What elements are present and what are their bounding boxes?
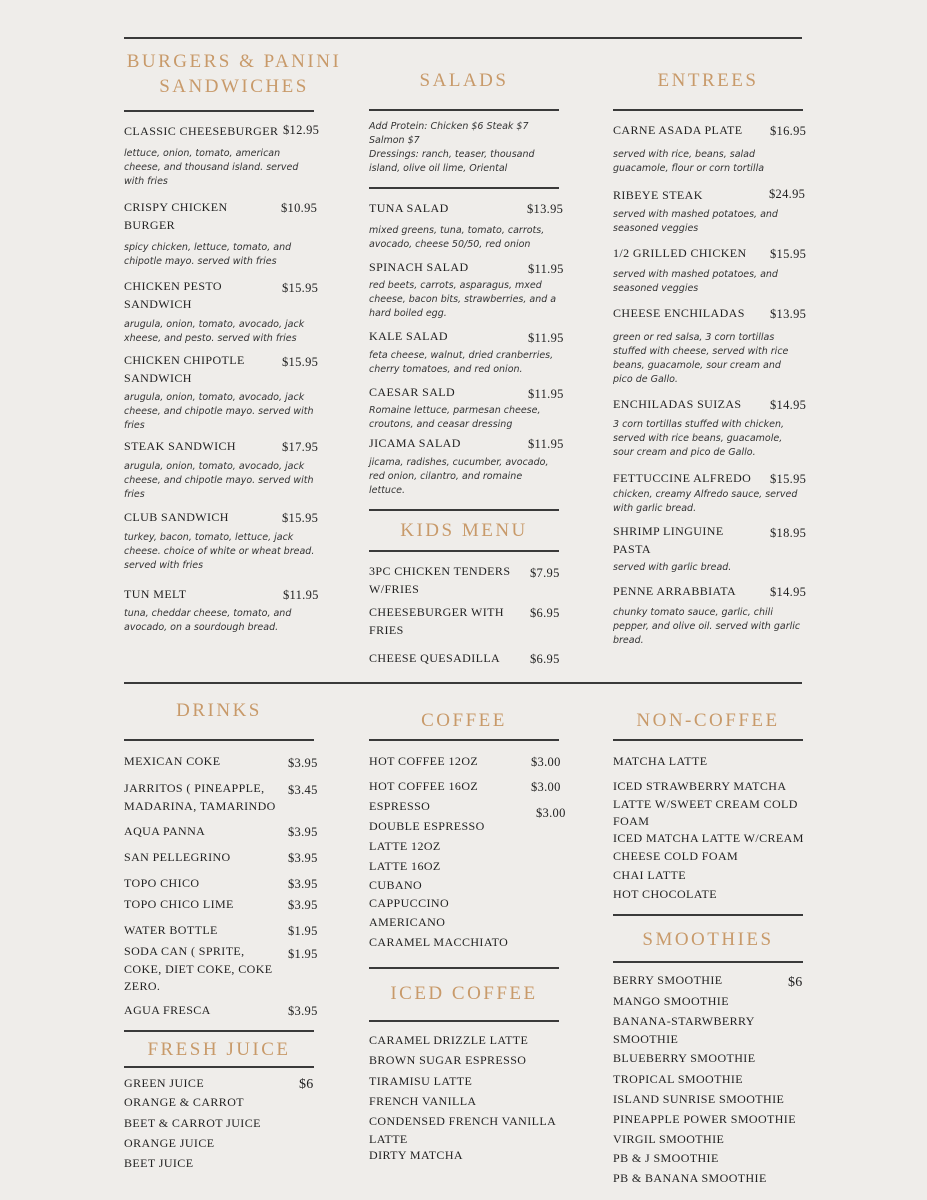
entree-item-desc: 3 corn tortillas stuffed with chicken, served with rice beans, guacamole, sour cream and pico de Gallo. [613, 419, 785, 458]
drink-item-price: $3.95 [288, 898, 318, 912]
drink-item-name: JARRITOS ( PINEAPPLE, MADARINA, TAMARINDO [124, 781, 276, 813]
iced-item: DIRTY MATCHA [369, 1148, 463, 1162]
drink-item-price: $1.95 [288, 924, 318, 938]
kids-rule [369, 550, 559, 552]
iced-title: ICED COFFEE [390, 983, 538, 1004]
juice-title: FRESH JUICE [147, 1039, 291, 1060]
drink-item-price: $3.95 [288, 825, 318, 839]
kids-item-price: $6.95 [530, 652, 560, 666]
burger-item-desc: spicy chicken, lettuce, tomato, and chipotle mayo. served with fries [124, 242, 292, 267]
burger-item-name: CLUB SANDWICH [124, 510, 229, 524]
burger-item-name: CRISPY CHICKEN BURGER [124, 200, 228, 232]
burger-item-desc: arugula, onion, tomato, avocado, jack cheese, and chipotle mayo. served with fries [124, 392, 314, 431]
burger-item-price: $17.95 [282, 440, 319, 454]
kids-item-price: $6.95 [530, 606, 560, 620]
burger-item-price: $11.95 [283, 588, 319, 602]
entree-item-name: FETTUCCINE ALFREDO [613, 471, 752, 485]
salad-item-name: JICAMA SALAD [369, 436, 461, 450]
drinks-rule [124, 739, 314, 741]
noncoffee-item: ICED STRAWBERRY MATCHA LATTE W/SWEET CREAM COLD FOAM [613, 779, 798, 828]
coffee-item-price: $3.00 [531, 780, 561, 794]
salad-item-name: TUNA SALAD [369, 201, 449, 215]
drink-item-name: AGUA FRESCA [124, 1003, 211, 1017]
burger-item-name: CHICKEN PESTO SANDWICH [124, 279, 222, 311]
kids-item-price: $7.95 [530, 566, 560, 580]
kids-item-name: CHEESEBURGER WITH FRIES [369, 605, 504, 637]
juice-price: $6 [299, 1077, 314, 1092]
entree-item-price: $24.95 [769, 187, 806, 201]
burger-item-desc: lettuce, onion, tomato, american cheese, and thousand island. served with fries [124, 148, 299, 187]
drink-item-price: $3.45 [288, 783, 318, 797]
burger-item-name: CHICKEN CHIPOTLE SANDWICH [124, 353, 245, 385]
salad-item-price: $11.95 [528, 331, 564, 345]
entree-item-desc: served with mashed potatoes, and seasoned veggies [613, 269, 778, 294]
coffee-item-name: HOT COFFEE 12OZ [369, 754, 479, 768]
noncoffee-item: MATCHA LATTE [613, 754, 708, 768]
salad-item-name: KALE SALAD [369, 329, 448, 343]
entree-item-price: $16.95 [770, 124, 807, 138]
juice-item: GREEN JUICE [124, 1076, 205, 1090]
smoothie-item: PB & BANANA SMOOTHIE [613, 1171, 767, 1185]
burgers-rule [124, 110, 314, 112]
burger-item-price: $15.95 [282, 281, 319, 295]
smoothie-item: PINEAPPLE POWER SMOOTHIE [613, 1112, 796, 1126]
entree-item-name: 1/2 GRILLED CHICKEN [613, 246, 747, 260]
juice-item: BEET JUICE [124, 1156, 194, 1170]
burger-item-desc: arugula, onion, tomato, avocado, jack xheese, and pesto. served with fries [124, 319, 305, 344]
drink-item-price: $3.95 [288, 1004, 318, 1018]
top-divider [124, 37, 802, 39]
entree-item-desc: chunky tomato sauce, garlic, chili pepper, and olive oil. served with garlic bread. [613, 607, 801, 646]
drink-item-name: TOPO CHICO [124, 876, 200, 890]
coffee-item-name: LATTE 16OZ [369, 859, 441, 873]
salads-title: SALADS [419, 70, 509, 91]
salad-item-price: $11.95 [528, 437, 564, 451]
entree-item-desc: served with garlic bread. [613, 562, 732, 573]
juice-item: ORANGE & CARROT [124, 1095, 245, 1109]
burger-item-desc: tuna, cheddar cheese, tomato, and avocado, on a sourdough bread. [124, 608, 292, 633]
iced-rule [369, 1020, 559, 1022]
burger-item-desc: arugula, onion, tomato, avocado, jack cheese, and chipotle mayo. served with fries [124, 461, 314, 500]
smoothies-rule [613, 961, 803, 963]
noncoffee-item: HOT CHOCOLATE [613, 887, 717, 901]
drink-item-price: $3.95 [288, 851, 318, 865]
smoothies-top-rule [613, 914, 803, 916]
middle-divider [124, 682, 802, 684]
salad-item-price: $11.95 [528, 262, 564, 276]
drinks-title: DRINKS [176, 700, 262, 721]
iced-item: BROWN SUGAR ESPRESSO [369, 1053, 527, 1067]
smoothie-item: BLUEBERRY SMOOTHIE [613, 1051, 756, 1065]
salad-item-name: CAESAR SALD [369, 385, 456, 399]
smoothie-item: BANANA-STARWBERRY SMOOTHIE [613, 1014, 755, 1046]
burger-item-desc: turkey, bacon, tomato, lettuce, jack cheese. choice of white or wheat bread. served with fries [124, 532, 315, 571]
salad-item-desc: red beets, carrots, asparagus, mxed cheese, bacon bits, strawberries, and a hard boiled egg. [369, 280, 557, 319]
iced-item: CARAMEL DRIZZLE LATTE [369, 1033, 529, 1047]
coffee-title: COFFEE [421, 710, 507, 731]
drink-item-name: TOPO CHICO LIME [124, 897, 234, 911]
kids-title: KIDS MENU [400, 520, 528, 541]
noncoffee-title: NON-COFFEE [636, 710, 780, 731]
salad-item-name: SPINACH SALAD [369, 260, 469, 274]
drink-item-name: MEXICAN COKE [124, 754, 221, 768]
entree-item-name: CHEESE ENCHILADAS [613, 306, 745, 320]
entree-item-name: ENCHILADAS SUIZAS [613, 397, 742, 411]
juice-rule [124, 1066, 314, 1068]
salad-item-price: $13.95 [527, 202, 564, 216]
coffee-item-name: AMERICANO [369, 915, 446, 929]
smoothies-title: SMOOTHIES [642, 929, 774, 950]
juice-item: BEET & CARROT JUICE [124, 1116, 261, 1130]
salad-item-desc: mixed greens, tuna, tomato, carrots, avocado, cheese 50/50, red onion [369, 225, 545, 250]
coffee-item-name: ESPRESSO [369, 799, 431, 813]
drink-item-price: $3.95 [288, 756, 318, 770]
kids-top-rule [369, 509, 559, 511]
iced-item: CONDENSED FRENCH VANILLA LATTE [369, 1114, 556, 1146]
smoothie-item: PB & J SMOOTHIE [613, 1151, 719, 1165]
iced-top-rule [369, 967, 559, 969]
juice-top-rule [124, 1030, 314, 1032]
smoothie-item: BERRY SMOOTHIE [613, 973, 723, 987]
entree-item-desc: chicken, creamy Alfredo sauce, served with garlic bread. [613, 489, 798, 514]
entree-item-desc: green or red salsa, 3 corn tortillas stuffed with cheese, served with rice beans, guacamole, sour cream and pico de Gallo. [613, 332, 789, 385]
entree-item-name: PENNE ARRABBIATA [613, 584, 737, 598]
burger-item-price: $15.95 [282, 355, 319, 369]
entree-item-price: $18.95 [770, 526, 807, 540]
entree-item-price: $15.95 [770, 472, 807, 486]
entree-item-price: $14.95 [770, 398, 807, 412]
burger-item-name: CLASSIC CHEESEBURGER [124, 124, 279, 138]
smoothie-item: ISLAND SUNRISE SMOOTHIE [613, 1092, 785, 1106]
salad-item-desc: Romaine lettuce, parmesan cheese, croutons, and ceasar dressing [369, 405, 541, 430]
coffee-item-name: CUBANO [369, 878, 423, 892]
entree-item-price: $15.95 [770, 247, 807, 261]
entree-item-desc: served with mashed potatoes, and seasoned veggies [613, 209, 778, 234]
coffee-item-name: CAPPUCCINO [369, 896, 450, 910]
coffee-item-name: HOT COFFEE 16OZ [369, 779, 479, 793]
burger-item-name: TUN MELT [124, 587, 187, 601]
iced-item: FRENCH VANILLA [369, 1094, 477, 1108]
entree-item-name: CARNE ASADA PLATE [613, 123, 743, 137]
smoothie-item: VIRGIL SMOOTHIE [613, 1132, 725, 1146]
salads-protein-note: Add Protein: Chicken $6 Steak $7 Salmon $7 [369, 121, 529, 146]
burger-item-name: STEAK SANDWICH [124, 439, 236, 453]
noncoffee-item: ICED MATCHA LATTE W/CREAM CHEESE COLD FOAM [613, 831, 804, 863]
entree-item-name: SHRIMP LINGUINE PASTA [613, 524, 724, 556]
drink-item-name: SODA CAN ( SPRITE, COKE, DIET COKE, COKE ZERO. [124, 944, 273, 993]
entree-item-name: RIBEYE STEAK [613, 188, 703, 202]
coffee-item-name: LATTE 12OZ [369, 839, 441, 853]
coffee-rule [369, 739, 559, 741]
burger-item-price: $12.95 [283, 123, 320, 137]
smoothie-item: MANGO SMOOTHIE [613, 994, 729, 1008]
entrees-title: ENTREES [657, 70, 759, 91]
salads-rule [369, 109, 559, 111]
burger-item-price: $15.95 [282, 511, 319, 525]
salads-dressing-note: Dressings: ranch, teaser, thousand island, olive oil lime, Oriental [369, 149, 535, 174]
drink-item-price: $3.95 [288, 877, 318, 891]
salads-notes-rule [369, 187, 559, 189]
iced-item: TIRAMISU LATTE [369, 1074, 473, 1088]
kids-item-name: CHEESE QUESADILLA [369, 651, 501, 665]
entree-item-price: $13.95 [770, 307, 807, 321]
coffee-item-price: $3.00 [531, 755, 561, 769]
entrees-rule [613, 109, 803, 111]
coffee-item-price: $3.00 [536, 806, 566, 820]
drink-item-price: $1.95 [288, 947, 318, 961]
smoothies-price: $6 [788, 975, 803, 990]
burger-item-price: $10.95 [281, 201, 318, 215]
salad-item-desc: feta cheese, walnut, dried cranberries, cherry tomatoes, and red onion. [369, 350, 554, 375]
noncoffee-item: CHAI LATTE [613, 868, 686, 882]
drink-item-name: WATER BOTTLE [124, 923, 218, 937]
kids-item-name: 3PC CHICKEN TENDERS W/FRIES [369, 564, 511, 596]
drink-item-name: SAN PELLEGRINO [124, 850, 231, 864]
burgers-title: BURGERS & PANINI SANDWICHES [126, 51, 342, 97]
smoothie-item: TROPICAL SMOOTHIE [613, 1072, 744, 1086]
salad-item-desc: jicama, radishes, cucumber, avocado, red onion, cilantro, and romaine lettuce. [369, 457, 549, 496]
coffee-item-name: DOUBLE ESPRESSO [369, 819, 485, 833]
drink-item-name: AQUA PANNA [124, 824, 206, 838]
entree-item-price: $14.95 [770, 585, 807, 599]
juice-item: ORANGE JUICE [124, 1136, 215, 1150]
noncoffee-rule [613, 739, 803, 741]
entree-item-desc: served with rice, beans, salad guacamole, flour or corn tortilla [613, 149, 765, 174]
coffee-item-name: CARAMEL MACCHIATO [369, 935, 509, 949]
salad-item-price: $11.95 [528, 387, 564, 401]
